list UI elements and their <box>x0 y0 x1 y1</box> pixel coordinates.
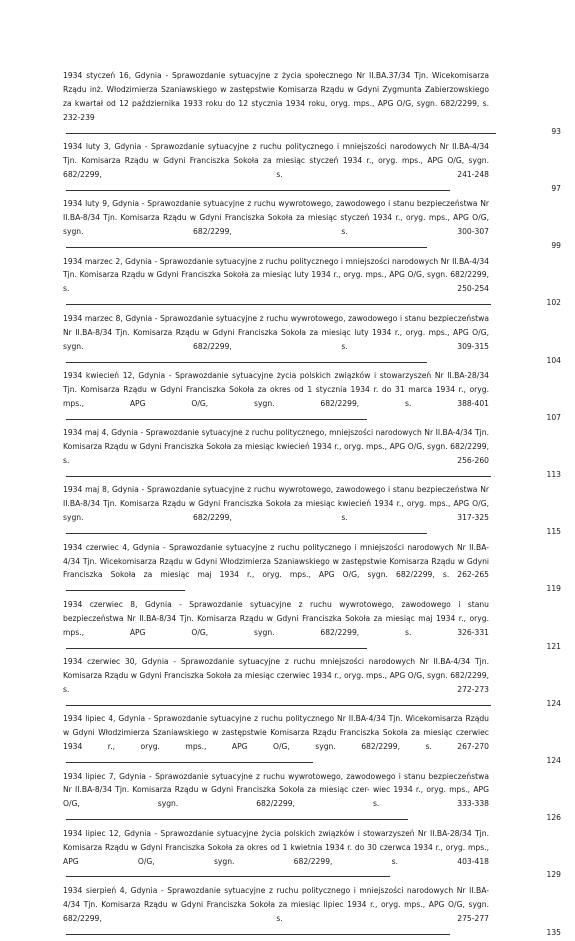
toc-entry-text: 1934 maj 4, Gdynia - Sprawozdanie sytuacyjne z ruchu politycznego, mniejszości narodowych Nr II.BA-4/34 Tjn. Komisarza Rządu w Gdyni Franciszka Sokoła za miesiąc kwiecień 1934 r., oryg. mps., <box>63 428 489 452</box>
toc-entry-text: 1934 kwiecień 12, Gdynia - Sprawozdanie sytuacyjne życia polskich związków i stowarzyszeń Nr II.BA-28/34 Tjn. Komisarza Rządu w Gdyni Franciszka Sokoła za okres od 1 stycznia 1934 r. do <box>63 371 489 394</box>
dot-leader <box>66 247 427 248</box>
page-number: 113 <box>546 469 561 479</box>
toc-entry <box>63 655 561 711</box>
toc-entry-text: 1934 sierpień 4, Gdynia - Sprawozdanie sytuacyjne z ruchu politycznego i mniejszości narodowych Nr II.BA-4/34 Tjn. Komisarza Rządu w Gdyni Franciszka Sokoła za miesiąc lipiec 1934 r., oryg. mps., <box>63 885 489 909</box>
toc-entry <box>63 140 561 196</box>
page-number: 124 <box>546 756 561 766</box>
toc-entry-text: 1934 maj 8, Gdynia - Sprawozdanie sytuacyjne z ruchu wywrotowego, zawodowego i stanu bezpieczeństwa Nr II.BA-8/34 Tjn. Komisarza Rządu w Gdyni Franciszka Sokoła za miesiąc kwiecień 1934 r., <box>63 485 489 509</box>
toc-entry-last-line: APG O/G, sygn. 682/2299, s. 250-254 <box>63 270 489 294</box>
dot-leader <box>66 304 491 305</box>
toc-entry <box>63 69 561 139</box>
toc-entry-text: 1934 lipiec 7, Gdynia - Sprawozdanie sytuacyjne z ruchu wywrotowego, zawodowego i stanu bezpieczeństwa Nr II.BA-8/34 Tjn. Komisarza Rządu w Gdyni Franciszka Sokoła za miesiąc czer- <box>63 771 489 795</box>
page-number: 97 <box>551 183 561 193</box>
dot-leader <box>66 762 313 763</box>
dot-leader <box>66 876 390 877</box>
dot-leader <box>66 705 491 706</box>
toc-entry-text: 1934 luty 3, Gdynia - Sprawozdanie sytuacyjne z ruchu politycznego i mniejszości narodowych Nr II.BA-4/34 Tjn. Komisarza Rządu w Gdyni Franciszka Sokoła za miesiąc styczeń 1934 r., oryg. mps., <box>63 142 489 166</box>
toc-entry-text: 1934 marzec 8, Gdynia - Sprawozdanie sytuacyjne z ruchu wywrotowego, zawodowego i stanu bezpieczeństwa Nr II.BA-8/34 Tjn. Komisarza Rządu w Gdyni Franciszka Sokoła za miesiąc luty 1934 r., <box>63 313 489 337</box>
toc-entry-last-line: 31 marca 1934 r., oryg. mps., APG O/G, sygn. 682/2299, s. 388-401 <box>63 384 490 408</box>
toc-entry-last-line: 1934 r., oryg. mps., APG O/G, sygn. 682/2299, s. 403-418 <box>63 842 489 866</box>
toc-entry-text: 1934 czerwiec 8, Gdynia - Sprawozdanie sytuacyjne z ruchu wywrotowego, zawodowego i stanu bezpieczeństwa Nr II.BA-8/34 Tjn. Komisarza Rządu w Gdyni Franciszka Sokoła za miesiąc maj 1934 r., <box>63 599 489 623</box>
dot-leader <box>66 476 491 477</box>
toc-entry <box>63 255 561 311</box>
toc-entry-last-line: oryg. mps., APG O/G, sygn. 682/2299, s. 232-239 <box>63 98 489 122</box>
toc-entry-last-line: s. 262-265 <box>442 570 489 580</box>
toc-entry <box>63 197 561 253</box>
toc-entry-last-line: oryg. mps., APG O/G, sygn. 682/2299, s. 317-325 <box>63 499 490 523</box>
toc-entry-text: 1934 czerwiec 30, Gdynia - Sprawozdanie sytuacyjne z ruchu mniejszości narodowych Nr II.BA-4/34 Tjn. Komisarza Rządu w Gdyni Franciszka Sokoła za miesiąc czerwiec 1934 r., oryg. mps., APG O/G, <box>63 657 489 680</box>
toc-entry-text: 1934 lipiec 12, Gdynia - Sprawozdanie sytuacyjne życia polskich związków i stowarzyszeń Nr II.BA-28/34 Tjn. Komisarza Rządu w Gdyni Franciszka Sokoła za okres od 1 kwietnia 1934 r. do 30 czerwca <box>63 828 489 852</box>
toc-entry-text: 1934 lipiec 4, Gdynia - Sprawozdanie sytuacyjne z ruchu politycznego Nr II.BA-4/34 Tjn. Wicekomisarza Rządu w Gdyni Włodzimierza Szaniawskiego w zastępstwie Komisarza Rządu Franciszka Sokoła za <box>63 714 489 738</box>
toc-entry <box>63 770 561 826</box>
toc-entry-last-line: oryg. mps., APG O/G, sygn. 682/2299, s. 309-315 <box>63 327 490 351</box>
toc-entry <box>63 827 561 883</box>
toc-entry-text: 1934 styczeń 16, Gdynia - Sprawozdanie sytuacyjne z życia społecznego Nr II.BA.37/34 Tjn. Wicekomisarza Rządu inż. Włodzimierza Szaniawskiego w zastępstwie Komisarza Rządu w Gdyni Zygmunta Zabierzowskiego za kwartał od 12 października 1933 roku do 12 stycznia 1934 roku, <box>63 71 489 108</box>
dot-leader <box>66 419 367 420</box>
page-number: 124 <box>546 698 561 708</box>
table-of-contents <box>63 69 561 941</box>
page-number: 119 <box>546 584 561 594</box>
page-number: 104 <box>546 355 561 365</box>
dot-leader <box>66 190 450 191</box>
toc-entry <box>63 483 561 539</box>
toc-entry-text: 1934 marzec 2, Gdynia - Sprawozdanie sytuacyjne z ruchu politycznego i mniejszości narodowych Nr II.BA-4/34 Tjn. Komisarza Rządu w Gdyni Franciszka Sokoła za miesiąc luty 1934 r., oryg. mps., <box>63 256 489 280</box>
toc-entry-text: 1934 luty 9, Gdynia - Sprawozdanie sytuacyjne z ruchu wywrotowego, zawodowego i stanu bezpieczeństwa Nr II.BA-8/34 Tjn. Komisarza Rządu w Gdyni Franciszka Sokoła za miesiąc styczeń 1934 r., <box>63 199 489 223</box>
page-number: 102 <box>546 298 561 308</box>
dot-leader <box>66 819 408 820</box>
page-number: 93 <box>551 126 561 136</box>
toc-entry-text: 1934 czerwiec 4, Gdynia - Sprawozdanie sytuacyjne z ruchu politycznego i mniejszości narodowych Nr II.BA-4/34 Tjn. Wicekomisarza Rządu w Gdyni Włodzimierza Szaniawskiego w zastępstwie Komisarza Rządu w Gdyni Franciszka Sokoła za miesiąc maj 1934 r., oryg. mps., APG O/G, sygn. 682/2299, <box>63 542 489 580</box>
toc-entry <box>63 312 561 368</box>
dot-leader <box>66 648 367 649</box>
toc-entry-last-line: oryg. mps., APG O/G, sygn. 682/2299, s. 326-331 <box>63 613 489 637</box>
page-number: 135 <box>546 927 561 937</box>
toc-entry-last-line: oryg. mps., APG O/G, sygn. 682/2299, s. 300-307 <box>63 213 489 237</box>
page-number: 107 <box>546 412 561 422</box>
dot-leader <box>66 362 427 363</box>
toc-entry-last-line: APG O/G, sygn. 682/2299, s. 241-248 <box>63 156 489 179</box>
page-number: 129 <box>546 870 561 880</box>
toc-entry <box>63 541 561 597</box>
page-number: 126 <box>546 813 561 823</box>
page-number: 121 <box>546 641 561 651</box>
toc-entry <box>63 884 561 940</box>
dot-leader <box>66 934 450 935</box>
toc-entry-last-line: APG O/G, sygn. 682/2299, s. 275-277 <box>63 899 489 923</box>
toc-entry <box>63 598 561 654</box>
toc-entry <box>63 712 561 768</box>
toc-entry-last-line: miesiąc czerwiec 1934 r., oryg. mps., APG O/G, sygn. 682/2299, s. 267-270 <box>63 728 489 752</box>
toc-entry <box>63 426 561 482</box>
dot-leader <box>66 133 496 134</box>
toc-entry <box>63 369 561 425</box>
toc-entry-last-line: sygn. 682/2299, s. 272-273 <box>63 671 489 694</box>
dot-leader <box>66 590 185 591</box>
toc-entry-last-line: wiec 1934 r., oryg. mps., APG O/G, sygn. 682/2299, s. 333-338 <box>63 785 489 809</box>
dot-leader <box>66 533 427 534</box>
page-number: 99 <box>551 241 561 251</box>
page-number: 115 <box>546 527 561 537</box>
toc-entry-last-line: APG O/G, sygn. 682/2299, s. 256-260 <box>63 442 489 466</box>
